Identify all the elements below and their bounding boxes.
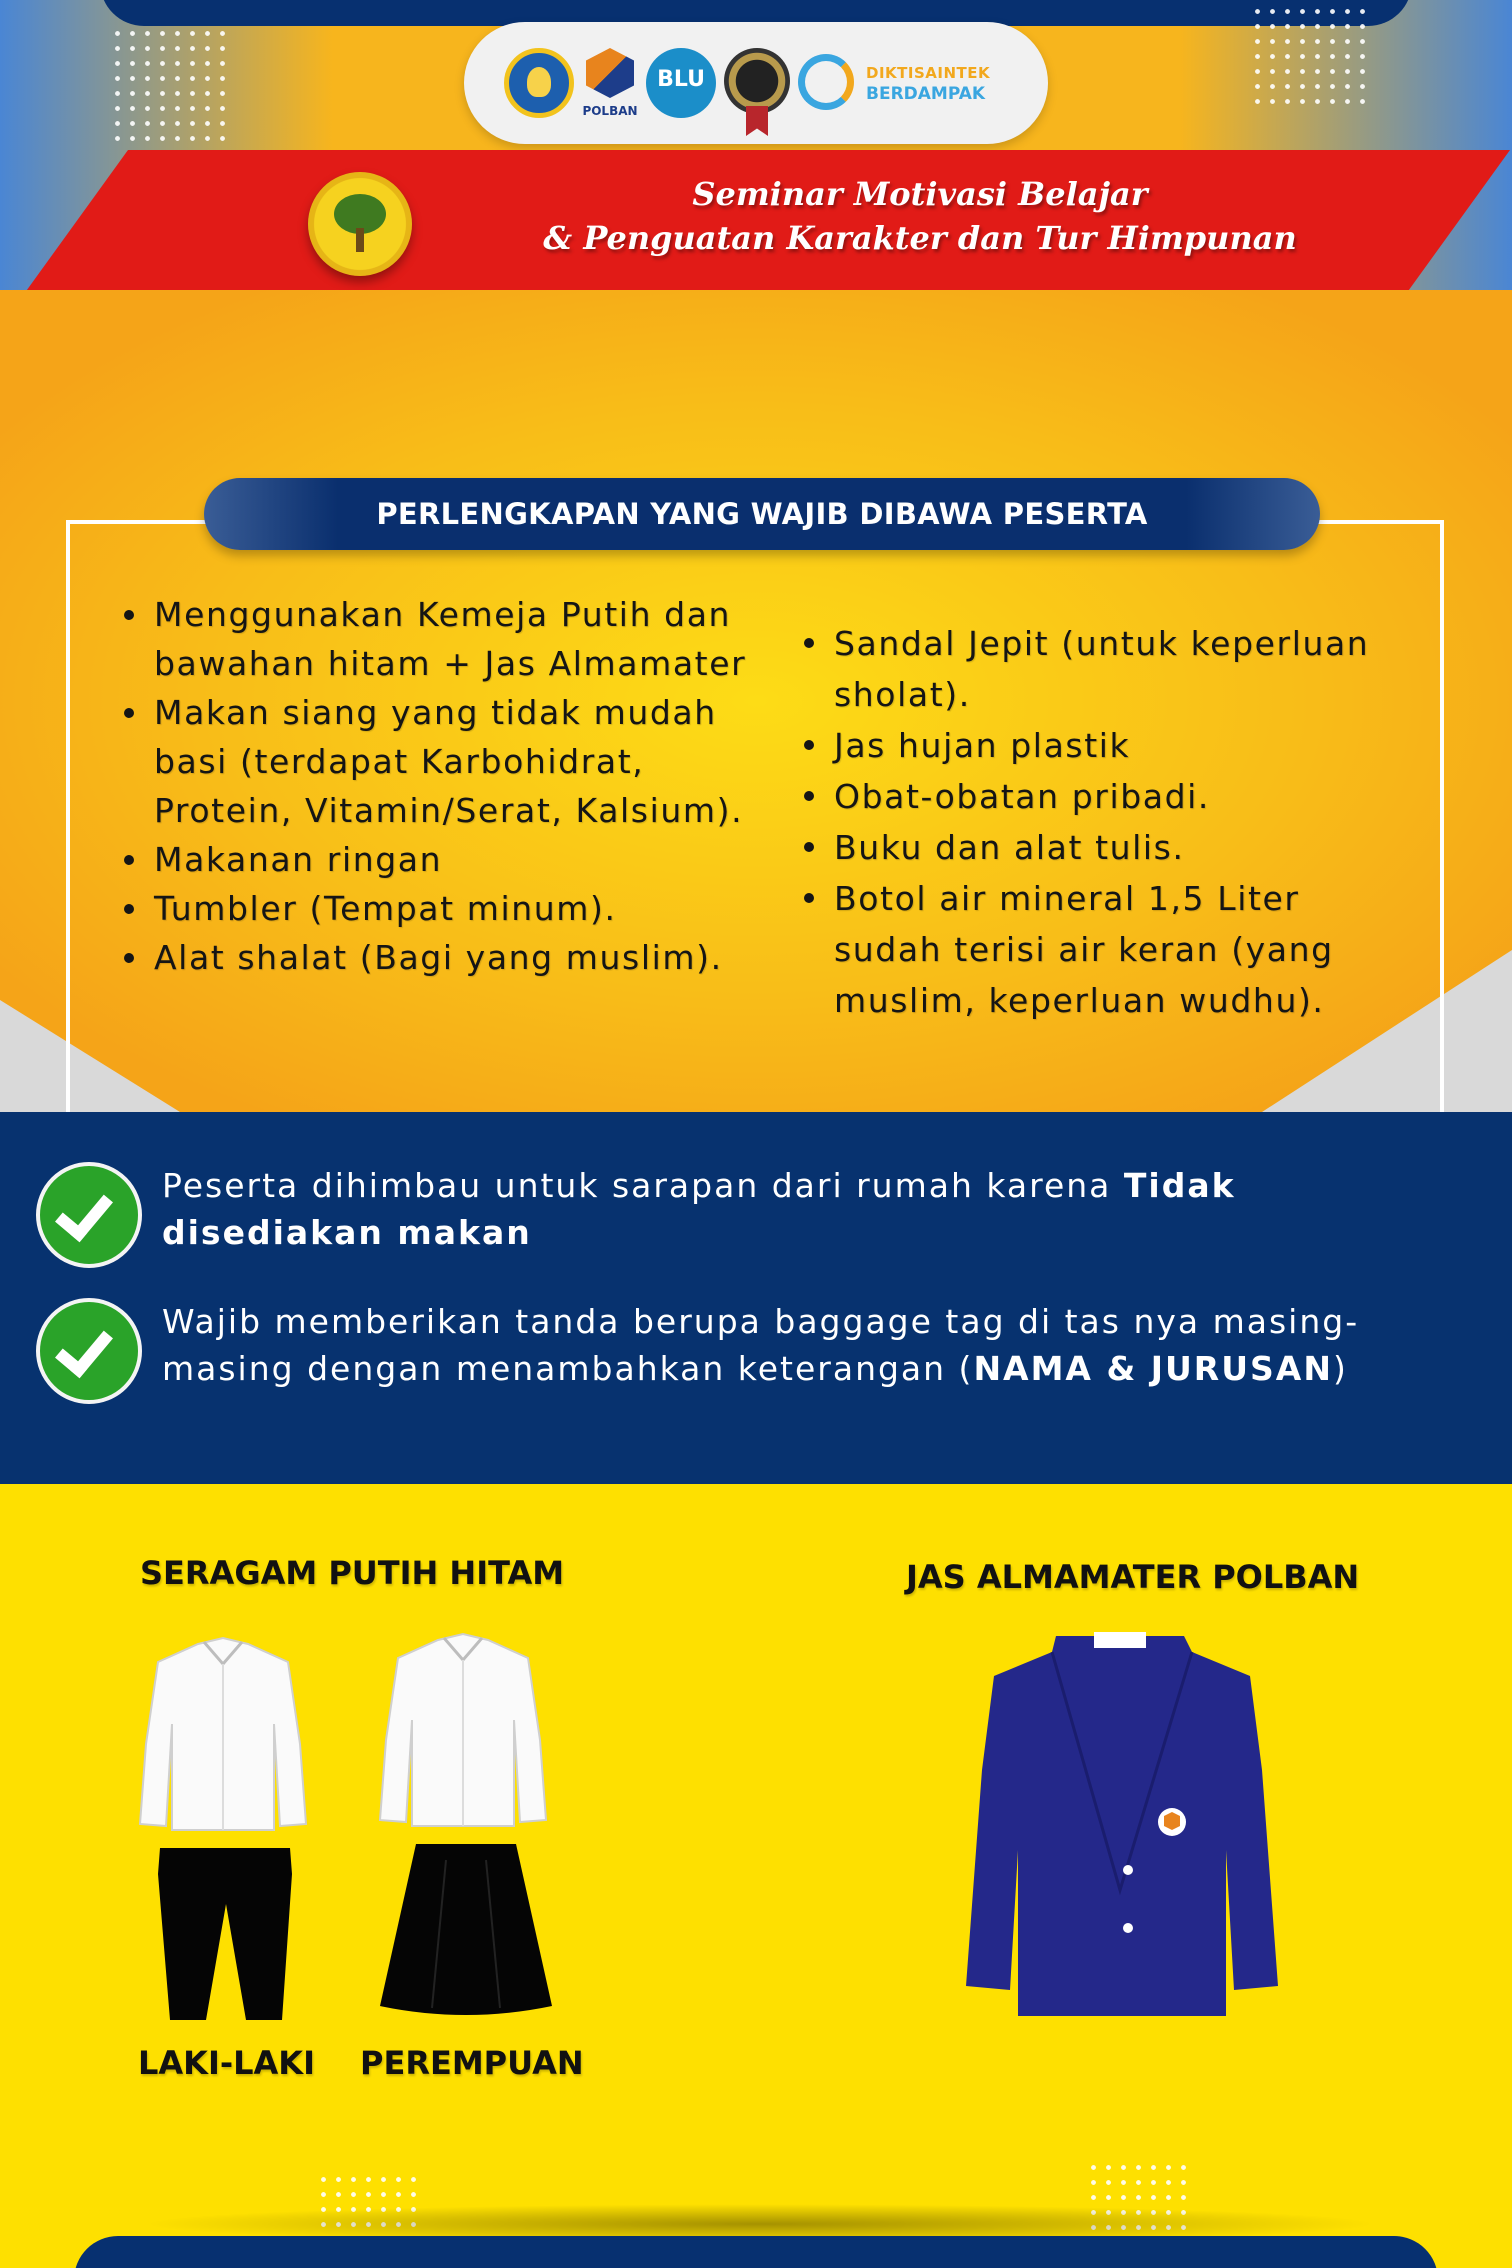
label-female: PEREMPUAN — [360, 2044, 584, 2082]
note-bold: Tidak disediakan makan — [162, 1166, 1236, 1252]
check-icon — [36, 1298, 142, 1404]
list-item: Alat shalat (Bagi yang muslim). — [124, 933, 764, 982]
bottom-navy-bar — [74, 2236, 1438, 2268]
list-item: Obat-obatan pribadi. — [804, 771, 1404, 822]
list-item: Jas hujan plastik — [804, 720, 1404, 771]
pants-icon — [150, 1844, 300, 2024]
note-text: Wajib memberikan tanda berupa baggage tag di tas nya masing-masing dengan menambahkan keterangan (NAMA & JURUSAN) — [162, 1302, 1360, 1388]
uniforms-section — [0, 1484, 1512, 2268]
dikti-logo-line2: BERDAMPAK — [866, 84, 986, 104]
list-item: Botol air mineral 1,5 Liter sudah terisi air keran (yang muslim, keperluan wudhu). — [804, 873, 1404, 1026]
page-title-line2: & Penguatan Karakter dan Tur Himpunan — [543, 219, 1297, 257]
jas-heading: JAS ALMAMATER POLBAN — [906, 1558, 1360, 1596]
page-title — [480, 172, 1360, 260]
list-item: Menggunakan Kemeja Putih dan bawahan hitam + Jas Almamater — [124, 590, 764, 688]
seragam-heading: SERAGAM PUTIH HITAM — [140, 1554, 565, 1592]
shirt-icon — [128, 1634, 318, 1834]
list-item: Sandal Jepit (untuk keperluan sholat). — [804, 618, 1404, 720]
shirt-icon — [368, 1630, 558, 1830]
jacket-icon — [960, 1630, 1280, 2020]
list-item: Makanan ringan — [124, 835, 764, 884]
blu-logo: BLU — [646, 48, 716, 118]
seal-logo — [724, 48, 790, 114]
list-item: Makan siang yang tidak mudah basi (terdapat Karbohidrat, Protein, Vitamin/Serat, Kalsium). — [124, 688, 764, 835]
logo-bar — [464, 22, 1048, 144]
list-item: Tumbler (Tempat minum). — [124, 884, 764, 933]
dots-decoration — [110, 26, 230, 146]
kemdikbud-logo — [504, 48, 574, 118]
polban-logo — [580, 48, 640, 128]
check-icon — [36, 1162, 142, 1268]
dots-decoration — [1250, 4, 1370, 104]
diktisaintek-logo — [798, 48, 1018, 118]
equipment-heading: PERLENGKAPAN YANG WAJIB DIBAWA PESERTA — [204, 478, 1320, 550]
list-item: Buku dan alat tulis. — [804, 822, 1404, 873]
page-title-line1: Seminar Motivasi Belajar — [692, 175, 1148, 213]
note-bold: NAMA & JURUSAN — [973, 1349, 1333, 1388]
himpunan-tree-logo — [308, 172, 412, 276]
notes-section — [0, 1112, 1512, 1484]
equipment-list-right — [804, 618, 1404, 1026]
note-text: Peserta dihimbau untuk sarapan dari rumah karena Tidak disediakan makan — [162, 1166, 1236, 1252]
label-male: LAKI-LAKI — [138, 2044, 315, 2082]
skirt-icon — [376, 1840, 556, 2020]
equipment-list-left — [124, 590, 764, 982]
polban-logo-text: POLBAN — [582, 104, 638, 118]
dikti-logo-line1: DIKTISAINTEK — [866, 64, 991, 82]
